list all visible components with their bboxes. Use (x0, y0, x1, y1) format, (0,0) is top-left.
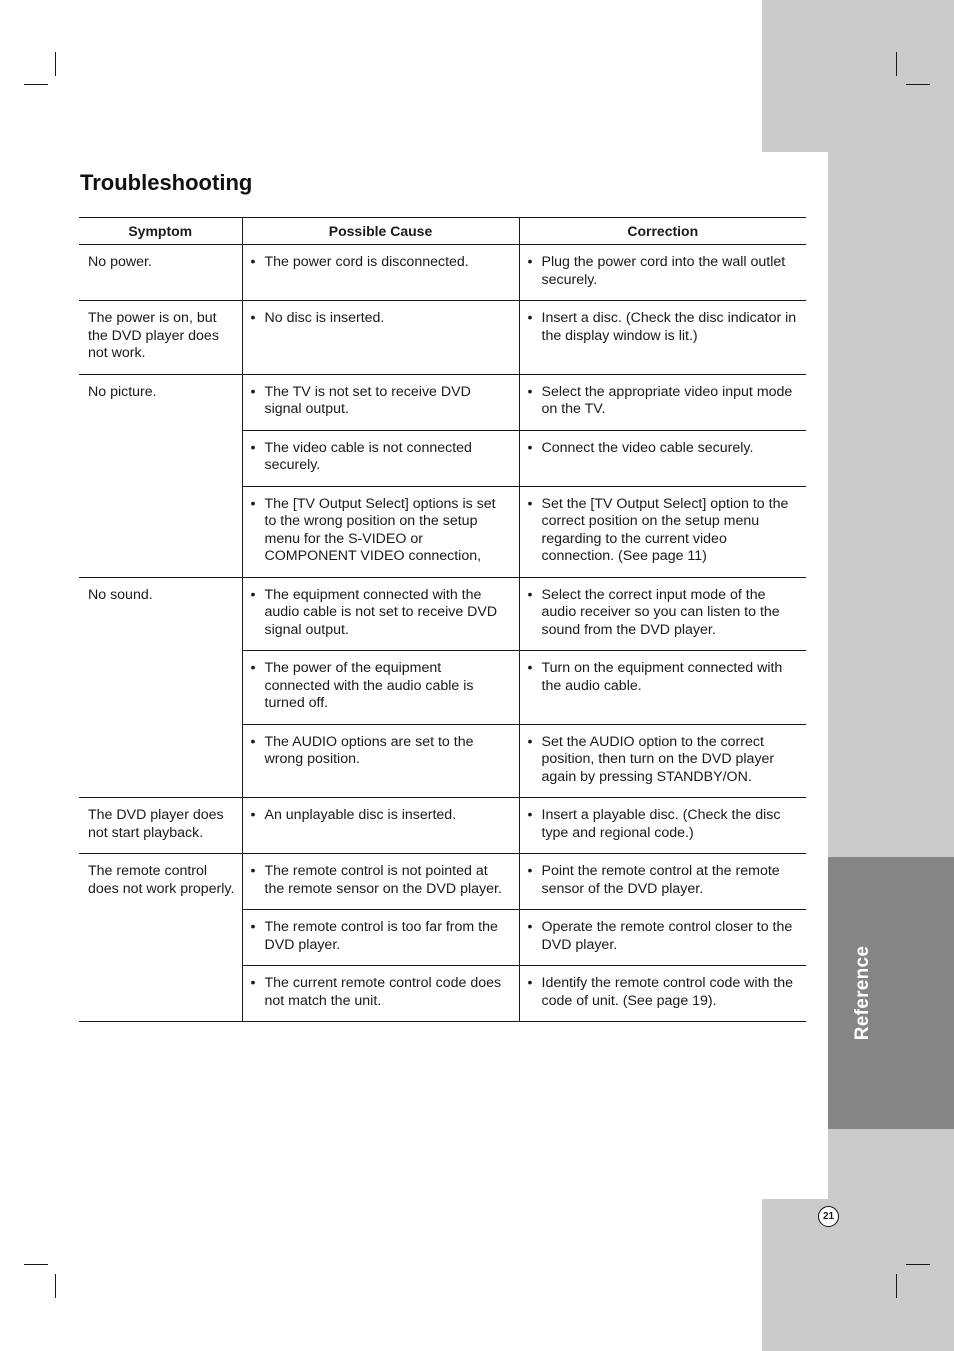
correction-text: Set the [TV Output Select] option to the correct position on the setup menu regarding to the current video connection. (See page 11) (541, 495, 789, 564)
troubleshooting-table (79, 217, 806, 1022)
correction-cell: • Plug the power cord into the wall outlet securely. (519, 245, 806, 301)
correction-text: Insert a playable disc. (Check the disc type and regional code.) (541, 807, 781, 841)
cause-cell: • The equipment connected with the audio cable is not set to receive DVD signal output. (242, 577, 519, 651)
cause-cell: • The AUDIO options are set to the wrong position. (242, 724, 519, 798)
cause-cell: • No disc is inserted. (242, 301, 519, 375)
crop-mark (906, 84, 930, 85)
cause-text: The TV is not set to receive DVD signal output. (264, 383, 471, 417)
correction-cell: • Insert a playable disc. (Check the disc type and regional code.) (519, 798, 806, 854)
table-row (79, 577, 806, 651)
correction-text: Operate the remote control closer to the DVD player. (541, 919, 793, 953)
correction-text: Turn on the equipment connected with the audio cable. (541, 660, 783, 694)
table-row (79, 798, 806, 854)
table-row (79, 245, 806, 301)
side-band-lower (828, 1129, 954, 1199)
cause-text: The AUDIO options are set to the wrong position. (264, 733, 474, 767)
symptom-cell: No sound. (79, 577, 242, 798)
cause-text: The power cord is disconnected. (264, 254, 469, 270)
table-row (79, 374, 806, 430)
reference-tab (828, 857, 954, 1129)
correction-text: Point the remote control at the remote sensor of the DVD player. (541, 863, 780, 897)
cause-cell: • The video cable is not connected securely. (242, 430, 519, 486)
correction-cell: • Point the remote control at the remote sensor of the DVD player. (519, 854, 806, 910)
cause-text: The video cable is not connected securely. (264, 439, 472, 473)
cause-cell: • The power cord is disconnected. (242, 245, 519, 301)
cause-cell: • The [TV Output Select] options is set to the wrong position on the setup menu for the S-VIDEO or COMPONENT VIDEO connection, (242, 486, 519, 577)
cause-text: The remote control is too far from the DVD player. (264, 919, 498, 953)
header-possible-cause: Possible Cause (242, 218, 519, 245)
correction-cell: • Set the AUDIO option to the correct position, then turn on the DVD player again by pressing STANDBY/ON. (519, 724, 806, 798)
symptom-cell: The DVD player does not start playback. (79, 798, 242, 854)
header-symptom: Symptom (79, 218, 242, 245)
cause-text: The current remote control code does not match the unit. (264, 975, 502, 1009)
side-band-top (762, 0, 954, 152)
cause-cell: • The TV is not set to receive DVD signal output. (242, 374, 519, 430)
correction-cell: • Identify the remote control code with the code of unit. (See page 19). (519, 966, 806, 1022)
correction-cell: • Connect the video cable securely. (519, 430, 806, 486)
table-row (79, 854, 806, 910)
symptom-cell: No picture. (79, 374, 242, 577)
cause-cell: • An unplayable disc is inserted. (242, 798, 519, 854)
symptom-cell: The power is on, but the DVD player does not work. (79, 301, 242, 375)
cause-text: An unplayable disc is inserted. (264, 807, 457, 823)
crop-mark (896, 1274, 897, 1298)
correction-cell: • Operate the remote control closer to the DVD player. (519, 910, 806, 966)
crop-mark (55, 1274, 56, 1298)
correction-text: Connect the video cable securely. (541, 439, 754, 456)
cause-text: The [TV Output Select] options is set to the wrong position on the setup menu for the S-VIDEO or COMPONENT VIDEO connection, (264, 495, 496, 564)
cause-text: The remote control is not pointed at the remote sensor on the DVD player. (264, 863, 502, 897)
symptom-cell: The remote control does not work properly. (79, 854, 242, 1022)
cause-text: No disc is inserted. (264, 310, 385, 326)
page-title: Troubleshooting (80, 170, 253, 195)
correction-cell: • Select the correct input mode of the audio receiver so you can listen to the sound from the DVD player. (519, 577, 806, 651)
table-row (79, 301, 806, 375)
cause-cell: • The remote control is not pointed at the remote sensor on the DVD player. (242, 854, 519, 910)
side-band-middle (828, 152, 954, 857)
side-band-bottom (762, 1199, 954, 1351)
cause-text: The power of the equipment connected with the audio cable is turned off. (264, 660, 474, 711)
page-number: 21 (818, 1206, 839, 1227)
crop-mark (24, 1264, 48, 1265)
crop-mark (906, 1264, 930, 1265)
table-header-row (79, 218, 806, 245)
correction-cell: • Set the [TV Output Select] option to the correct position on the setup menu regarding to the current video connection. (See page 11) (519, 486, 806, 577)
cause-cell: • The power of the equipment connected with the audio cable is turned off. (242, 651, 519, 725)
reference-tab-label: Reference (852, 945, 873, 1041)
symptom-cell: No power. (79, 245, 242, 301)
crop-mark (24, 84, 48, 85)
correction-text: Insert a disc. (Check the disc indicator in the display window is lit.) (541, 310, 797, 344)
cause-text: The equipment connected with the audio cable is not set to receive DVD signal output. (264, 586, 498, 638)
correction-cell: • Select the appropriate video input mode on the TV. (519, 374, 806, 430)
correction-cell: • Turn on the equipment connected with the audio cable. (519, 651, 806, 725)
correction-text: Set the AUDIO option to the correct position, then turn on the DVD player again by pressing STANDBY/ON. (541, 733, 775, 785)
crop-mark (55, 52, 56, 76)
correction-text: Plug the power cord into the wall outlet securely. (541, 254, 786, 288)
correction-text: Select the correct input mode of the audio receiver so you can listen to the sound from the DVD player. (541, 586, 780, 638)
header-correction: Correction (519, 218, 806, 245)
cause-cell: • The current remote control code does not match the unit. (242, 966, 519, 1022)
crop-mark (896, 52, 897, 76)
correction-text: Identify the remote control code with the code of unit. (See page 19). (541, 975, 794, 1009)
cause-cell: • The remote control is too far from the DVD player. (242, 910, 519, 966)
correction-text: Select the appropriate video input mode on the TV. (541, 383, 793, 417)
correction-cell: • Insert a disc. (Check the disc indicator in the display window is lit.) (519, 301, 806, 375)
